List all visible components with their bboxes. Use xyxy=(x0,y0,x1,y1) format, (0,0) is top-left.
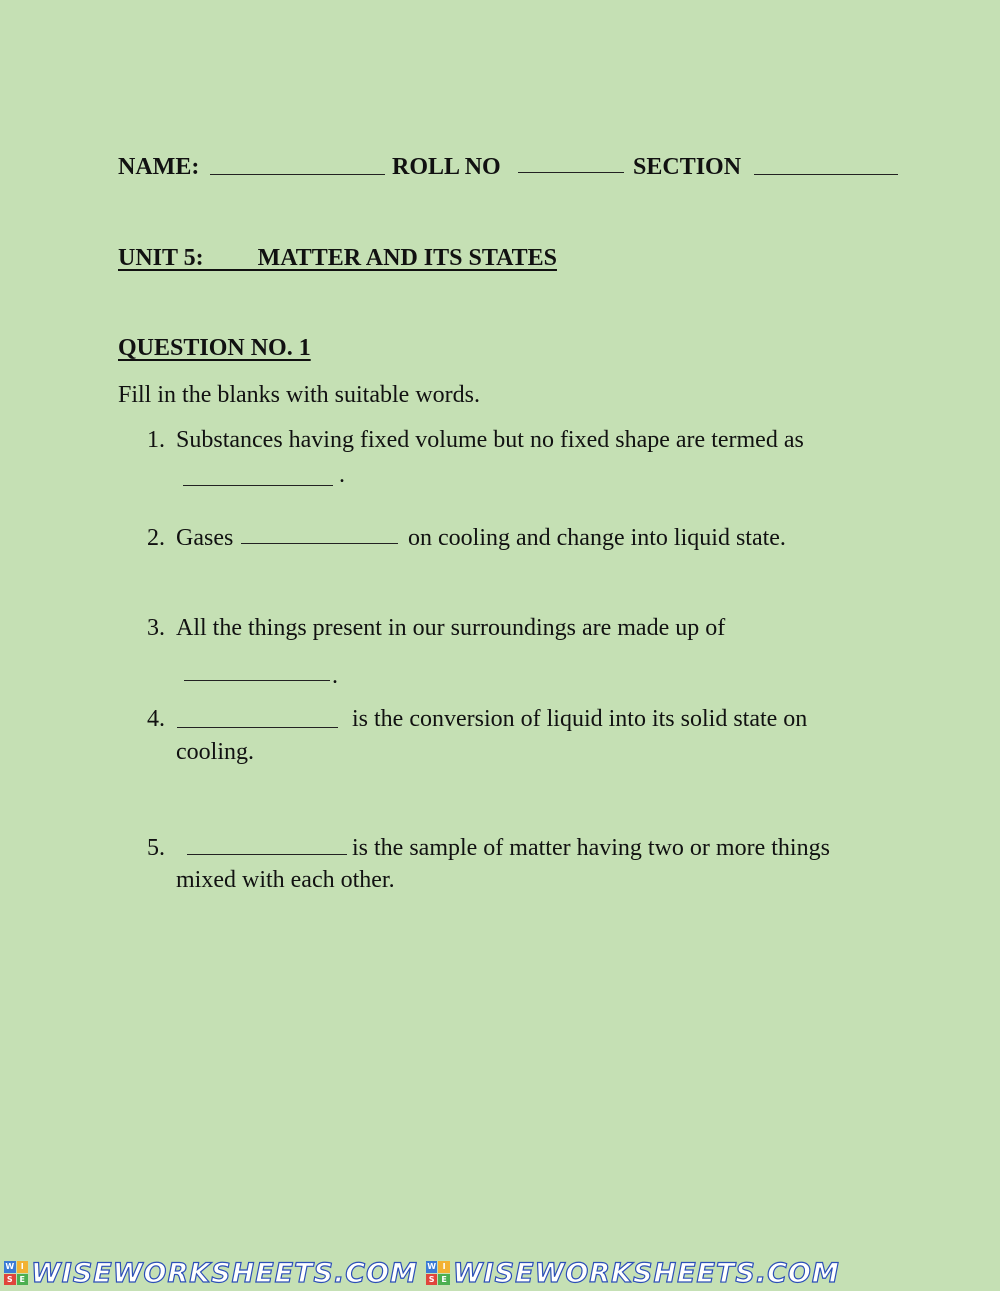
item-number: 4. xyxy=(147,706,165,732)
item-text: is the sample of matter having two or more things xyxy=(352,835,830,861)
item-text: All the things present in our surroundings are made up of xyxy=(176,615,726,641)
item-text-after: on cooling and change into liquid state. xyxy=(408,525,786,551)
item-text: Substances having fixed volume but no fixed shape are termed as xyxy=(176,427,804,453)
watermark-logo xyxy=(426,1258,840,1289)
watermark-logo xyxy=(4,1258,418,1289)
item-text-continued: cooling. xyxy=(176,739,254,765)
question-title: QUESTION NO. 1 xyxy=(118,335,311,361)
answer-blank[interactable] xyxy=(177,727,338,728)
roll-no-blank[interactable] xyxy=(518,172,624,173)
watermark-text: WISEWORKSHEETS.COM xyxy=(452,1257,840,1289)
wise-logo-icon: W I S E xyxy=(4,1261,28,1285)
section-blank[interactable] xyxy=(754,174,898,175)
watermark-footer xyxy=(0,1255,1000,1291)
item-period: . xyxy=(339,462,345,488)
item-text-continued: mixed with each other. xyxy=(176,867,395,893)
answer-blank[interactable] xyxy=(187,854,347,855)
instruction-text: Fill in the blanks with suitable words. xyxy=(118,382,480,408)
item-number: 3. xyxy=(147,615,165,641)
item-text: is the conversion of liquid into its solid state on xyxy=(352,706,808,732)
student-info-row xyxy=(118,154,918,188)
name-label: NAME: xyxy=(118,154,200,180)
wise-logo-icon: W I S E xyxy=(426,1261,450,1285)
watermark-text: WISEWORKSHEETS.COM xyxy=(31,1257,418,1289)
section-label: SECTION xyxy=(633,154,742,180)
answer-blank[interactable] xyxy=(184,680,330,681)
item-number: 2. xyxy=(147,525,165,551)
item-number: 5. xyxy=(147,835,165,861)
roll-no-label: ROLL NO xyxy=(392,154,501,180)
answer-blank[interactable] xyxy=(241,543,398,544)
unit-title: UNIT 5: MATTER AND ITS STATES xyxy=(118,245,557,271)
item-period: . xyxy=(332,663,338,689)
item-text-before: Gases xyxy=(176,525,234,551)
answer-blank[interactable] xyxy=(183,485,333,486)
item-number: 1. xyxy=(147,427,165,453)
name-blank[interactable] xyxy=(210,174,385,175)
